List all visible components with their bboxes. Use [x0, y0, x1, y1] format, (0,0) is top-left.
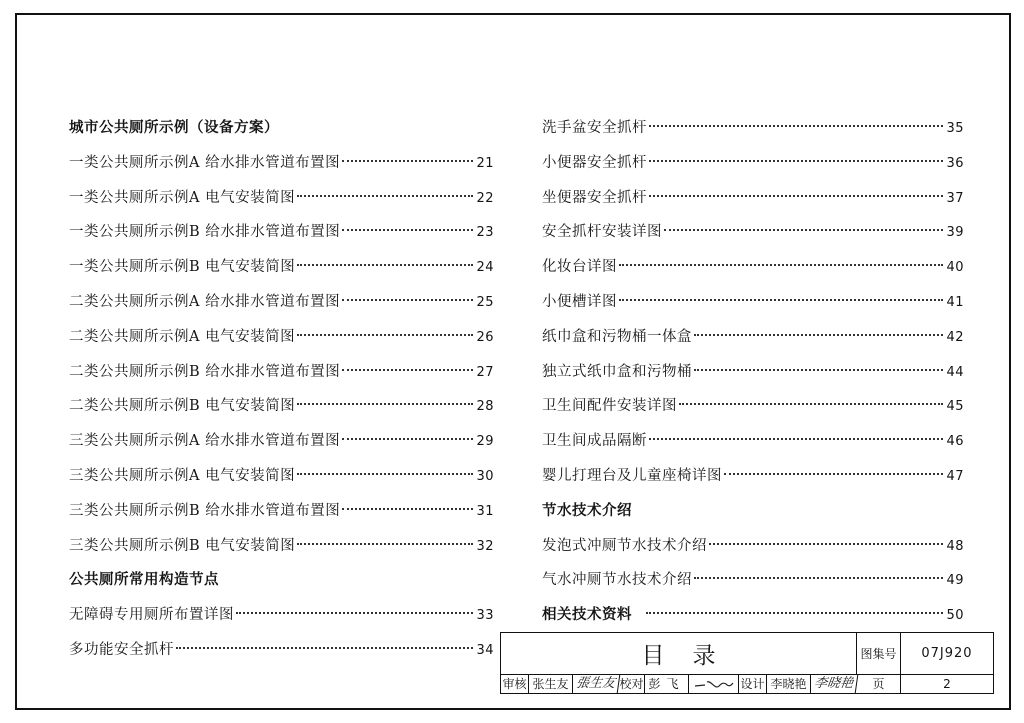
toc-entry-page: 50: [946, 608, 964, 624]
toc-entry-title: 独立式纸巾盒和污物桶: [542, 363, 692, 380]
drawing-frame: [15, 13, 1011, 710]
toc-entry-page: 21: [476, 155, 494, 171]
dot-leader: [342, 508, 473, 510]
dot-leader: [709, 543, 943, 545]
toc-entry: [69, 355, 494, 390]
toc-entry-page: 26: [476, 329, 494, 345]
toc-entry: [542, 181, 964, 216]
toc-entry-title: 三类公共厕所示例A 给水排水管道布置图: [69, 433, 341, 450]
toc-entry-title: 二类公共厕所示例B 给水排水管道布置图: [69, 363, 341, 380]
checker-signature: [689, 675, 739, 693]
toc-entry-title: 一类公共厕所示例A 电气安装简图: [69, 189, 296, 206]
toc-entry-page: 46: [946, 434, 964, 450]
toc-entry-title: 发泡式冲厕节水技术介绍: [542, 537, 707, 554]
toc-entry-page: 34: [476, 642, 494, 658]
toc-entry-title: 多功能安全抓杆: [69, 641, 174, 658]
designer-signature: 李晓艳: [810, 675, 859, 693]
dot-leader: [342, 299, 473, 301]
check-label: 校对: [619, 677, 644, 691]
dot-leader: [649, 195, 943, 197]
toc-entry: [69, 320, 494, 355]
dot-leader: [649, 160, 943, 162]
toc-entry-title: 纸巾盒和污物桶一体盒: [542, 328, 692, 345]
toc-entry: [542, 424, 964, 459]
dot-leader: [297, 334, 473, 336]
toc-entry-title: 气水冲厕节水技术介绍: [542, 572, 692, 589]
toc-entry-title: 三类公共厕所示例A 电气安装简图: [69, 467, 296, 484]
dot-leader: [694, 334, 943, 336]
toc-entry: [542, 355, 964, 390]
toc-entry-title: 小便槽详图: [542, 293, 617, 310]
toc-entry-title: 无障碍专用厕所布置详图: [69, 607, 234, 624]
toc-entry-title: 二类公共厕所示例B 电气安装简图: [69, 398, 296, 415]
dot-leader: [342, 160, 473, 162]
design-label: 设计: [739, 675, 767, 693]
dot-leader: [297, 403, 473, 405]
dot-leader: [297, 543, 473, 545]
toc-entry: [69, 494, 494, 529]
dot-leader: [649, 125, 943, 127]
toc-section-heading: 公共厕所常用构造节点: [69, 572, 219, 589]
toc-entry-title: 卫生间配件安装详图: [542, 398, 677, 415]
toc-entry-title: 二类公共厕所示例A 电气安装简图: [69, 328, 296, 345]
dot-leader: [342, 438, 473, 440]
toc-entry-page: 35: [946, 121, 964, 136]
toc-entry-title: 一类公共厕所示例B 电气安装简图: [69, 259, 296, 276]
dot-leader: [724, 473, 943, 475]
toc-entry: [69, 181, 494, 216]
toc-section-heading: 节水技术介绍: [542, 502, 632, 519]
toc-entry: [542, 389, 964, 424]
toc-entry-page: 47: [946, 468, 964, 484]
toc-entry: [542, 459, 964, 494]
toc-entry-title: 化妆台详图: [542, 259, 617, 276]
dot-leader: [297, 195, 473, 197]
toc-entry: [69, 215, 494, 250]
toc-section-heading: [542, 598, 964, 633]
toc-entry: [69, 598, 494, 633]
sheet-title: 目录: [501, 633, 857, 675]
dot-leader: [679, 403, 943, 405]
toc-entry: [69, 146, 494, 181]
toc-entry-page: 31: [476, 503, 494, 519]
toc-entry: [69, 459, 494, 494]
toc-entry-title: 婴儿打理台及儿童座椅详图: [542, 467, 722, 484]
toc-entry-title: 安全抓杆安装详图: [542, 224, 662, 241]
toc-entry-page: 49: [946, 573, 964, 589]
toc-entry-page: 42: [946, 329, 964, 345]
dot-leader: [176, 647, 473, 649]
toc-entry-page: 29: [476, 434, 494, 450]
dot-leader: [694, 577, 943, 579]
toc-entry-page: 48: [946, 538, 964, 554]
toc-entry-page: 44: [946, 364, 964, 380]
toc-entry: [69, 529, 494, 564]
toc-entry-title: 坐便器安全抓杆: [542, 189, 647, 206]
designer-name: 李晓艳: [767, 675, 811, 693]
toc-left-column: [69, 111, 494, 668]
toc-entry: [542, 320, 964, 355]
toc-right-column: [542, 111, 964, 633]
toc-entry-page: 23: [476, 225, 494, 241]
toc-entry-title: 一类公共厕所示例A 给水排水管道布置图: [69, 154, 341, 171]
page-number: 2: [943, 677, 951, 691]
toc-entry-page: 45: [946, 399, 964, 415]
dot-leader: [694, 369, 943, 371]
title-block: [500, 632, 994, 694]
toc-entry-title: 一类公共厕所示例B 给水排水管道布置图: [69, 224, 341, 241]
toc-entry: [542, 529, 964, 564]
toc-entry: [542, 563, 964, 598]
toc-entry-page: 28: [476, 399, 494, 415]
dot-leader: [297, 473, 473, 475]
toc-entry: [69, 250, 494, 285]
toc-entry: [542, 250, 964, 285]
toc-entry: [69, 633, 494, 668]
dot-leader: [342, 369, 473, 371]
toc-entry: [69, 424, 494, 459]
signature-row: [501, 675, 993, 693]
toc-entry: [69, 389, 494, 424]
toc-entry-page: 32: [476, 538, 494, 554]
toc-entry: [69, 285, 494, 320]
toc-entry-page: 41: [946, 294, 964, 310]
toc-entry-page: 36: [946, 155, 964, 171]
toc-entry-title: 二类公共厕所示例A 给水排水管道布置图: [69, 293, 341, 310]
dot-leader: [236, 612, 473, 614]
dot-leader: [646, 612, 943, 614]
toc-entry-title: 三类公共厕所示例B 给水排水管道布置图: [69, 502, 341, 519]
toc-entry-title: 小便器安全抓杆: [542, 154, 647, 171]
reviewer-signature: 張生友: [572, 675, 621, 693]
toc-entry-page: 39: [946, 225, 964, 241]
toc-entry: [542, 146, 964, 181]
atlas-number: 07J920: [901, 633, 993, 675]
toc-entry-page: 27: [476, 364, 494, 380]
toc-entry: [542, 111, 964, 146]
toc-entry-page: 25: [476, 294, 494, 310]
review-label: 审核: [501, 675, 529, 693]
dot-leader: [619, 299, 943, 301]
toc-entry-page: 33: [476, 608, 494, 624]
toc-entry-title: 相关技术资料: [542, 607, 632, 624]
checker-name: 彭飞: [645, 675, 689, 693]
toc-entry-page: 30: [476, 468, 494, 484]
atlas-number-label: 图集号: [857, 633, 901, 675]
toc-entry-page: 22: [476, 190, 494, 206]
dot-leader: [664, 229, 943, 231]
toc-section-heading: 城市公共厕所示例（设备方案）: [69, 120, 279, 136]
dot-leader: [342, 229, 473, 231]
toc-entry-page: 24: [476, 260, 494, 276]
dot-leader: [649, 438, 943, 440]
toc-entry: [542, 285, 964, 320]
reviewer-name: 张生友: [529, 675, 573, 693]
toc-entry-title: 三类公共厕所示例B 电气安装简图: [69, 537, 296, 554]
toc-entry-page: 40: [946, 260, 964, 276]
toc-entry-title: 卫生间成品隔断: [542, 433, 647, 450]
toc-entry-title: 洗手盆安全抓杆: [542, 120, 647, 136]
page-label: 页: [857, 675, 901, 693]
dot-leader: [619, 264, 943, 266]
toc-entry-page: 37: [946, 190, 964, 206]
checker-signature-scribble: [693, 678, 735, 692]
toc-entry: [542, 215, 964, 250]
dot-leader: [297, 264, 473, 266]
